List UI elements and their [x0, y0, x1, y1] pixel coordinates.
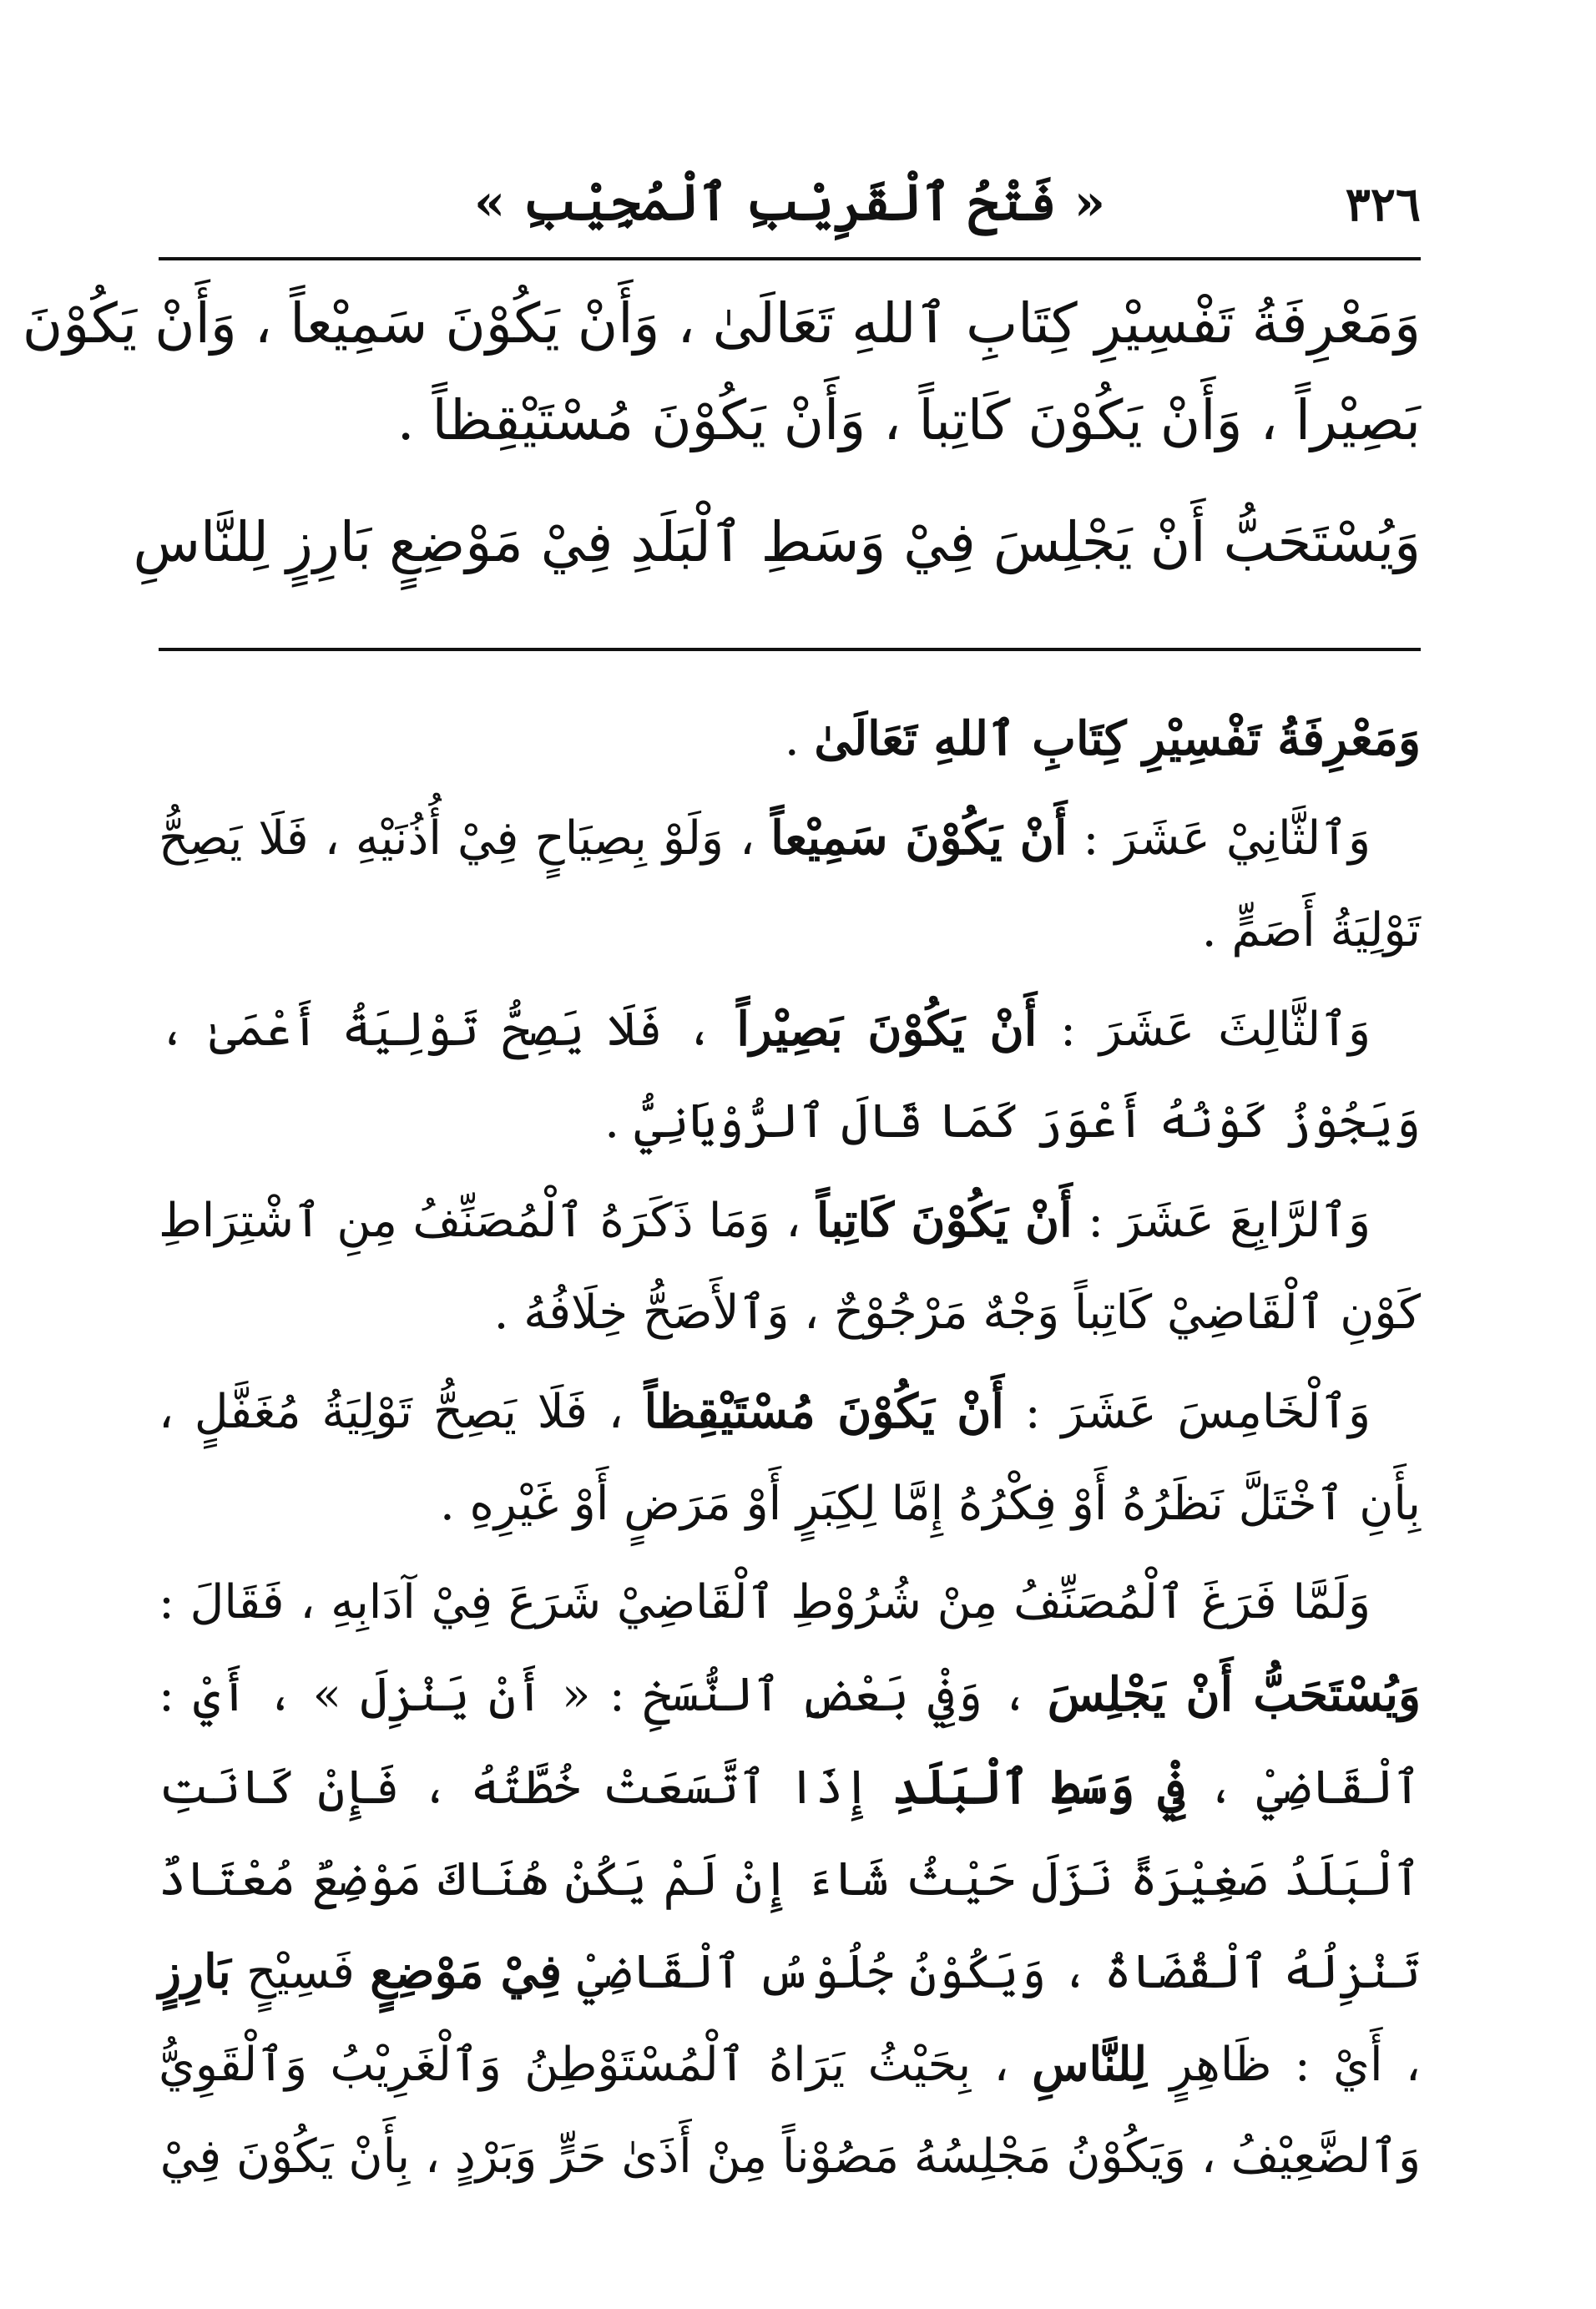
quoted-matn: فِيْ وَسَطِ ٱلْبَلَدِ	[891, 1760, 1185, 1815]
quoted-matn: لِلنَّاسِ	[1032, 2037, 1148, 2092]
book-title: « فَتْحُ ٱلْقَرِيْبِ ٱلْمُجِيْبِ »	[473, 174, 1106, 232]
quoted-matn: أَنْ يَكُوْنَ كَاتِباً	[816, 1193, 1073, 1248]
commentary-text: ، وَمَا ذَكَرَهُ ٱلْمُصَنِّفُ مِنِ ٱشْتِرَاطِ كَوْنِ ٱلْقَاضِيْ كَاتِباً وَجْهٌ مَرْجُوْحٌ ، وَٱلأَصَحُّ خِلَافُهُ .	[159, 1194, 1421, 1340]
commentary-block	[159, 693, 1421, 2210]
commentary-text: ، وَفِيْ بَعْضِ ٱلنُّسَخِ : « أَنْ يَنْزِلَ » ، أَيْ : ٱلْقَاضِيْ ،	[159, 1668, 1421, 1815]
page-number: ٣٢٦	[1345, 177, 1421, 232]
quoted-matn: أَنْ يَكُوْنَ مُسْتَيْقِظاً	[644, 1384, 1004, 1439]
quoted-matn: وَيُسْتَحَبُّ أَنْ يَجْلِسَ	[1047, 1667, 1421, 1722]
commentary-text: وَلَمَّا فَرَغَ ٱلْمُصَنِّفُ مِنْ شُرُوْطِ ٱلْقَاضِيْ شَرَعَ فِيْ آدَابِهِ ، فَقَالَ :	[159, 1575, 1371, 1629]
quoted-matn: بَارِزٍ	[159, 1944, 231, 1999]
commentary-paragraph	[159, 983, 1421, 1168]
quoted-matn: وَمَعْرِفَةُ تَفْسِيْرِ كِتَابِ ٱللهِ تَعَالَىٰ	[814, 711, 1421, 766]
commentary-text: فَسِيْحٍ	[230, 1945, 371, 1999]
commentary-paragraph	[159, 1366, 1421, 1550]
separator-rule	[159, 648, 1421, 651]
commentary-text: ، فَلَا يَصِحُّ تَوْلِيَةُ مُغَفَّلٍ ، بِأَنِ ٱخْتَلَّ نَظَرُهُ أَوْ فِكْرُهُ إِمَّا لِكِبَرٍ أَوْ مَرَضٍ أَوْ غَيْرِهِ .	[159, 1385, 1421, 1531]
commentary-text: وَٱلثَّالِثَ عَشَرَ :	[1037, 1003, 1371, 1057]
header-rule	[159, 257, 1421, 260]
commentary-text: إِذَا ٱتَّسَعَتْ خُطَّتُهُ ، فَإِنْ كَانَتِ ٱلْبَلَدُ صَغِيْرَةً نَزَلَ حَيْثُ شَاءَ إِنْ لَمْ يَكُنْ هُنَاكَ مَوْضِعٌ مُعْتَادٌ تَنْزِلُهُ ٱلْقُضَاةُ ، وَيَكُوْنُ جُلُوْسُ ٱلْقَاضِيْ	[159, 1761, 1421, 1999]
commentary-paragraph	[159, 1557, 1421, 2203]
commentary-text: وَٱلرَّابِعَ عَشَرَ :	[1072, 1194, 1371, 1248]
commentary-paragraph	[159, 1175, 1421, 1359]
commentary-text: وَٱلثَّانِيْ عَشَرَ :	[1067, 811, 1371, 866]
commentary-paragraph	[159, 693, 1421, 786]
quoted-matn: أَنْ يَكُوْنَ بَصِيْراً	[736, 1002, 1038, 1057]
commentary-text: ، أَيْ : ظَاهِرٍ	[1147, 2038, 1421, 2092]
matn-line: بَصِيْراً ، وَأَنْ يَكُوْنَ كَاتِباً ، وَأَنْ يَكُوْنَ مُسْتَيْقِظاً .	[396, 388, 1421, 452]
matn-block	[22, 275, 1421, 591]
commentary-text: وَٱلْخَامِسَ عَشَرَ :	[1003, 1385, 1371, 1439]
quoted-matn: فِيْ مَوْضِعٍ	[370, 1944, 563, 1999]
matn-line: وَيُسْتَحَبُّ أَنْ يَجْلِسَ فِيْ وَسَطِ ٱلْبَلَدِ فِيْ مَوْضِعٍ بَارِزٍ لِلنَّاسِ	[133, 510, 1421, 574]
commentary-text: ، فَلَا يَصِحُّ تَوْلِيَةُ أَعْمَىٰ ، وَيَجُوْزُ كَوْنُهُ أَعْوَرَ كَمَا قَالَ ٱلرُّوْيَانِيُّ .	[159, 1003, 1421, 1149]
commentary-text: .	[784, 712, 815, 766]
matn-line: وَمَعْرِفَةُ تَفْسِيْرِ كِتَابِ ٱللهِ تَعَالَىٰ ، وَأَنْ يَكُوْنَ سَمِيْعاً ، وَأَنْ يَكُوْنَ	[22, 291, 1421, 356]
running-header	[159, 167, 1421, 242]
quoted-matn: أَنْ يَكُوْنَ سَمِيْعاً	[770, 811, 1068, 866]
commentary-paragraph	[159, 792, 1421, 977]
commentary-text: ، بِحَيْثُ يَرَاهُ ٱلْمُسْتَوْطِنُ وَٱلْغَرِيْبُ وَٱلْقَوِيُّ وَٱلضَّعِيْفُ ، وَيَكُوْنُ مَجْلِسُهُ مَصُوْناً مِنْ أَذَىٰ حَرٍّ وَبَرْدٍ ، بِأَنْ يَكُوْنَ فِيْ	[159, 2038, 1421, 2184]
commentary-text: ، وَلَوْ بِصِيَاحٍ فِيْ أُذُنَيْهِ ، فَلَا يَصِحُّ تَوْلِيَةُ أَصَمٍّ .	[159, 811, 1421, 957]
